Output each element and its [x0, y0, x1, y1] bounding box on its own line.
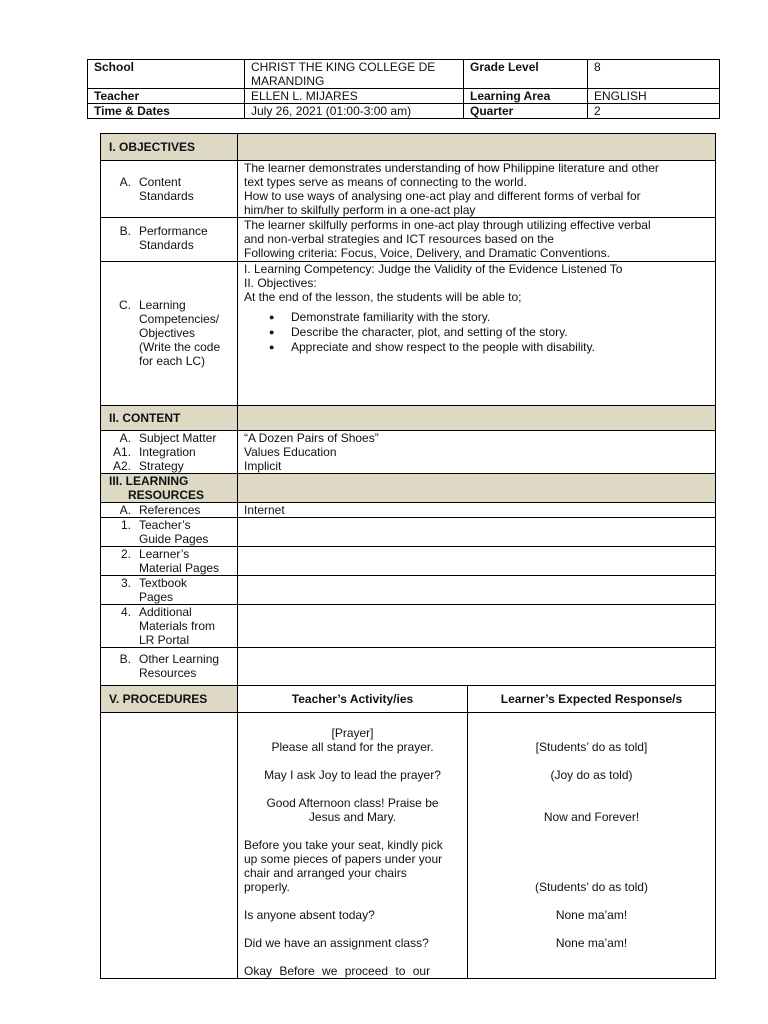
- teachers-guide-value: [238, 518, 716, 547]
- learner-response-header: Learner’s Expected Response/s: [468, 686, 716, 713]
- lesson-plan-table: [100, 133, 716, 979]
- quarter-label: Quarter: [464, 104, 588, 119]
- procedures-heading: V. PROCEDURES: [101, 686, 238, 713]
- content-values: “A Dozen Pairs of Shoes” Values Education Implicit: [238, 431, 716, 474]
- school-label: School: [88, 60, 245, 89]
- textbook-value: [238, 576, 716, 605]
- teacher-activity-header: Teacher’s Activity/ies: [238, 686, 468, 713]
- content-heading-fill: [238, 406, 716, 431]
- additional-materials-value: [238, 605, 716, 648]
- grade-level-value: 8: [588, 60, 720, 89]
- teacher-label: Teacher: [88, 89, 245, 104]
- list-item: ● Appreciate and show respect to the people with disability.: [291, 340, 709, 355]
- content-labels: A. Subject Matter A1. Integration A2. Strategy: [101, 431, 238, 474]
- competencies-label: C. Learning Competencies/ Objectives (Write the code for each LC): [101, 262, 238, 406]
- objectives-heading-fill: [238, 134, 716, 161]
- list-item: ● Demonstrate familiarity with the story.: [291, 310, 709, 325]
- references-value: Internet: [238, 503, 716, 518]
- teacher-activity-cell: [Prayer] Please all stand for the prayer. May I ask Joy to lead the prayer? Good Afternoon class! Praise be Jesus and Mary. Before you take your seat, kindly pick up some pieces of papers under your chair and arranged your chairs properly. Is anyone absent today? Did we have an assignment class? Okay Before we proceed to our: [238, 713, 468, 979]
- additional-materials-label: 4. Additional Materials from LR Portal: [101, 605, 238, 648]
- performance-standards-label: B. Performance Standards: [101, 218, 238, 262]
- learning-area-label: Learning Area: [464, 89, 588, 104]
- time-dates-value: July 26, 2021 (01:00-3:00 am): [245, 104, 464, 119]
- learners-material-value: [238, 547, 716, 576]
- quarter-value: 2: [588, 104, 720, 119]
- school-value: CHRIST THE KING COLLEGE DE MARANDING: [245, 60, 464, 89]
- objectives-heading: I. OBJECTIVES: [101, 134, 238, 161]
- learning-area-value: ENGLISH: [588, 89, 720, 104]
- content-heading: II. CONTENT: [101, 406, 238, 431]
- references-label: A. References: [101, 503, 238, 518]
- content-standards-text: The learner demonstrates understanding of how Philippine literature and other text types serve as means of connecting to the world. How to use ways of analysing one-act play and different forms of verbal for him/her to skilfully perform in a one-act play: [238, 161, 716, 218]
- other-resources-label: B. Other Learning Resources: [101, 648, 238, 686]
- performance-standards-text: The learner skilfully performs in one-act play through utilizing effective verbal and non-verbal strategies and ICT resources based on the Following criteria: Focus, Voice, Delivery, and Dramatic Conventions.: [238, 218, 716, 262]
- list-item: ● Describe the character, plot, and setting of the story.: [291, 325, 709, 340]
- content-standards-label: A. Content Standards: [101, 161, 238, 218]
- teacher-value: ELLEN L. MIJARES: [245, 89, 464, 104]
- learner-response-cell: [Students’ do as told] (Joy do as told) Now and Forever! (Students’ do as told) None ma’am! None ma’am!: [468, 713, 716, 979]
- other-resources-value: [238, 648, 716, 686]
- header-table: [87, 59, 720, 119]
- resources-heading-fill: [238, 474, 716, 503]
- competencies-text: I. Learning Competency: Judge the Validity of the Evidence Listened To II. Objectives: At the end of the lesson, the students will be able to; ● Demonstrate familiarity with the story. ● Describe the character, plot, and setting of the story. ● Appreciate and show respect to the people with disability.: [238, 262, 716, 406]
- objectives-list: [244, 310, 709, 355]
- procedures-stage-cell: [101, 713, 238, 979]
- learners-material-label: 2. Learner’s Material Pages: [101, 547, 238, 576]
- grade-level-label: Grade Level: [464, 60, 588, 89]
- teachers-guide-label: 1. Teacher’s Guide Pages: [101, 518, 238, 547]
- textbook-label: 3. Textbook Pages: [101, 576, 238, 605]
- resources-heading: III. LEARNING RESOURCES: [101, 474, 238, 503]
- time-dates-label: Time & Dates: [88, 104, 245, 119]
